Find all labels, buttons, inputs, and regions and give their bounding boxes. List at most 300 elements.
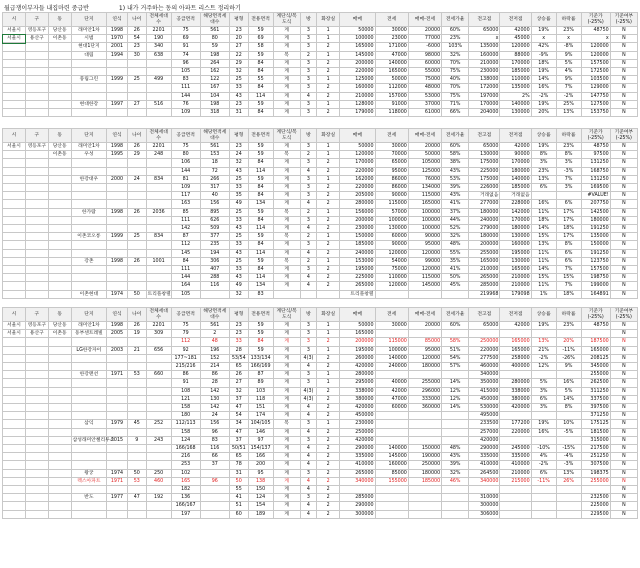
- table-cell[interactable]: 2015: [107, 436, 128, 444]
- table-cell[interactable]: -2%: [531, 92, 556, 100]
- table-cell[interactable]: 33: [229, 84, 248, 92]
- table-cell[interactable]: 1998: [107, 208, 128, 216]
- table-cell[interactable]: 계: [273, 76, 300, 84]
- table-cell[interactable]: [127, 59, 146, 67]
- table-cell[interactable]: -10%: [531, 445, 556, 453]
- table-cell[interactable]: 49: [229, 200, 248, 208]
- table-cell[interactable]: 2: [317, 461, 340, 469]
- table-cell[interactable]: 4: [300, 274, 317, 282]
- table-cell[interactable]: 당산동: [48, 322, 71, 330]
- table-cell[interactable]: 253: [171, 461, 200, 469]
- table-cell[interactable]: [48, 51, 71, 59]
- table-cell[interactable]: 1: [317, 379, 340, 387]
- table-cell[interactable]: N: [610, 387, 637, 395]
- table-cell[interactable]: 계: [273, 159, 300, 167]
- column-header[interactable]: 평형: [229, 13, 248, 27]
- table-cell[interactable]: 계: [273, 453, 300, 461]
- table-cell[interactable]: [48, 461, 71, 469]
- table-cell[interactable]: 4: [300, 502, 317, 510]
- table-cell[interactable]: [48, 371, 71, 379]
- table-cell[interactable]: [127, 486, 146, 494]
- table-cell[interactable]: 121: [171, 395, 200, 403]
- table-cell[interactable]: 18%: [556, 225, 581, 233]
- column-header[interactable]: 상승률: [531, 308, 556, 322]
- table-cell[interactable]: 54: [229, 412, 248, 420]
- table-cell[interactable]: 109: [171, 109, 200, 117]
- table-cell[interactable]: 180000: [408, 469, 441, 477]
- table-cell[interactable]: [3, 453, 26, 461]
- table-cell[interactable]: 300000: [469, 502, 500, 510]
- table-cell[interactable]: 3: [300, 175, 317, 183]
- table-cell[interactable]: 2: [317, 59, 340, 67]
- table-cell[interactable]: [3, 412, 26, 420]
- table-cell[interactable]: 2201: [146, 27, 171, 35]
- table-cell[interactable]: 84: [248, 192, 273, 200]
- table-cell[interactable]: 127500: [581, 100, 610, 108]
- table-cell[interactable]: 250000: [408, 461, 441, 469]
- table-cell[interactable]: 296000: [408, 387, 441, 395]
- table-cell[interactable]: [3, 290, 26, 298]
- table-cell[interactable]: [146, 453, 171, 461]
- table-cell[interactable]: [408, 502, 441, 510]
- table-cell[interactable]: 77000: [408, 35, 441, 43]
- table-cell[interactable]: 54000: [375, 257, 408, 265]
- table-cell[interactable]: 197000: [469, 92, 500, 100]
- column-header[interactable]: 구: [25, 308, 48, 322]
- table-cell[interactable]: 117: [171, 192, 200, 200]
- table-cell[interactable]: [127, 266, 146, 274]
- table-cell[interactable]: 100000: [375, 346, 408, 354]
- table-cell[interactable]: [25, 461, 48, 469]
- table-cell[interactable]: 14%: [556, 395, 581, 403]
- table-cell[interactable]: [127, 84, 146, 92]
- table-cell[interactable]: [25, 338, 48, 346]
- table-cell[interactable]: 208125: [581, 354, 610, 362]
- table-cell[interactable]: 120000: [581, 43, 610, 51]
- table-cell[interactable]: 래미안1차: [71, 27, 106, 35]
- table-cell[interactable]: 50: [229, 477, 248, 485]
- table-cell[interactable]: 1971: [107, 371, 128, 379]
- table-cell[interactable]: 1998: [107, 257, 128, 265]
- table-cell[interactable]: N: [610, 469, 637, 477]
- table-cell[interactable]: [48, 420, 71, 428]
- table-cell[interactable]: 135000: [500, 84, 531, 92]
- table-cell[interactable]: 191250: [581, 249, 610, 257]
- table-cell[interactable]: 41%: [442, 200, 469, 208]
- table-cell[interactable]: [531, 510, 556, 518]
- table-cell[interactable]: 60000: [408, 59, 441, 67]
- table-cell[interactable]: 계: [273, 175, 300, 183]
- column-header[interactable]: 연식: [107, 308, 128, 322]
- table-cell[interactable]: 340000: [469, 371, 500, 379]
- table-cell[interactable]: 3: [300, 494, 317, 502]
- table-cell[interactable]: 561: [200, 143, 229, 151]
- table-cell[interactable]: [375, 420, 408, 428]
- table-cell[interactable]: 111: [171, 84, 200, 92]
- table-cell[interactable]: 516: [146, 100, 171, 108]
- table-cell[interactable]: 47: [127, 494, 146, 502]
- table-cell[interactable]: 38%: [442, 159, 469, 167]
- table-cell[interactable]: N: [610, 330, 637, 338]
- table-cell[interactable]: N: [610, 477, 637, 485]
- table-cell[interactable]: 32: [229, 159, 248, 167]
- table-cell[interactable]: 4: [300, 167, 317, 175]
- table-cell[interactable]: 계: [273, 143, 300, 151]
- table-cell[interactable]: 당산동: [48, 143, 71, 151]
- table-cell[interactable]: 90000: [375, 241, 408, 249]
- table-cell[interactable]: [146, 200, 171, 208]
- table-cell[interactable]: 47: [229, 428, 248, 436]
- table-cell[interactable]: 83: [248, 290, 273, 298]
- table-cell[interactable]: 120000: [408, 354, 441, 362]
- table-cell[interactable]: [48, 404, 71, 412]
- table-cell[interactable]: 3: [300, 84, 317, 92]
- table-cell[interactable]: [71, 266, 106, 274]
- table-cell[interactable]: -5%: [556, 428, 581, 436]
- table-cell[interactable]: 130000: [500, 257, 531, 265]
- table-cell[interactable]: 2: [317, 216, 340, 224]
- table-cell[interactable]: 45%: [442, 282, 469, 290]
- table-cell[interactable]: 50000: [340, 143, 375, 151]
- table-cell[interactable]: [71, 167, 106, 175]
- table-cell[interactable]: [48, 184, 71, 192]
- table-cell[interactable]: 계: [273, 184, 300, 192]
- table-cell[interactable]: 152: [200, 354, 229, 362]
- table-cell[interactable]: [556, 412, 581, 420]
- table-cell[interactable]: 185000: [500, 68, 531, 76]
- table-cell[interactable]: 14%: [531, 225, 556, 233]
- table-cell[interactable]: 계: [273, 363, 300, 371]
- table-cell[interactable]: [48, 233, 71, 241]
- table-cell[interactable]: 8%: [556, 404, 581, 412]
- table-cell[interactable]: [107, 510, 128, 518]
- table-cell[interactable]: [3, 208, 26, 216]
- table-cell[interactable]: 서울시: [3, 35, 26, 43]
- table-cell[interactable]: [500, 436, 531, 444]
- table-cell[interactable]: 43: [229, 274, 248, 282]
- table-cell[interactable]: [442, 494, 469, 502]
- table-cell[interactable]: 래미안1차: [71, 322, 106, 330]
- table-cell[interactable]: 225000: [469, 167, 500, 175]
- table-cell[interactable]: [408, 412, 441, 420]
- table-cell[interactable]: 90000: [408, 233, 441, 241]
- table-cell[interactable]: 계: [273, 461, 300, 469]
- table-cell[interactable]: 33: [229, 216, 248, 224]
- table-cell[interactable]: #VALUE!: [581, 192, 610, 200]
- table-cell[interactable]: [375, 494, 408, 502]
- table-cell[interactable]: 55: [229, 486, 248, 494]
- table-cell[interactable]: [127, 338, 146, 346]
- column-header[interactable]: 전체세대수: [146, 308, 171, 322]
- table-cell[interactable]: 계: [273, 330, 300, 338]
- table-cell[interactable]: 255000: [581, 477, 610, 485]
- table-cell[interactable]: N: [610, 445, 637, 453]
- table-cell[interactable]: 185000: [340, 241, 375, 249]
- table-cell[interactable]: 2005: [107, 330, 128, 338]
- table-cell[interactable]: N: [610, 167, 637, 175]
- table-cell[interactable]: 25: [229, 233, 248, 241]
- table-cell[interactable]: [71, 338, 106, 346]
- table-cell[interactable]: 142: [200, 404, 229, 412]
- table-cell[interactable]: 13%: [556, 109, 581, 117]
- table-cell[interactable]: [500, 494, 531, 502]
- table-cell[interactable]: [375, 290, 408, 298]
- table-cell[interactable]: 146: [248, 428, 273, 436]
- table-cell[interactable]: 14%: [531, 266, 556, 274]
- table-cell[interactable]: 20000: [408, 27, 441, 35]
- table-cell[interactable]: [3, 282, 26, 290]
- table-cell[interactable]: [25, 192, 48, 200]
- column-header[interactable]: 단지: [71, 13, 106, 27]
- table-cell[interactable]: [48, 43, 71, 51]
- table-cell[interactable]: 243: [146, 436, 171, 444]
- table-cell[interactable]: 한강맨션: [71, 371, 106, 379]
- table-cell[interactable]: N: [610, 290, 637, 298]
- table-cell[interactable]: [408, 428, 441, 436]
- table-cell[interactable]: N: [610, 51, 637, 59]
- table-cell[interactable]: [500, 486, 531, 494]
- table-cell[interactable]: 서울시: [3, 27, 26, 35]
- table-cell[interactable]: 174: [248, 412, 273, 420]
- table-cell[interactable]: [107, 59, 128, 67]
- table-cell[interactable]: 210000: [500, 469, 531, 477]
- table-cell[interactable]: 315000: [581, 436, 610, 444]
- table-cell[interactable]: 6%: [556, 200, 581, 208]
- table-cell[interactable]: 561: [200, 322, 229, 330]
- table-cell[interactable]: [3, 241, 26, 249]
- table-cell[interactable]: 255000: [469, 249, 500, 257]
- table-cell[interactable]: 55000: [408, 68, 441, 76]
- table-cell[interactable]: 59: [248, 100, 273, 108]
- table-cell[interactable]: 58%: [442, 151, 469, 159]
- table-cell[interactable]: 460000: [469, 363, 500, 371]
- table-cell[interactable]: 2: [317, 192, 340, 200]
- table-cell[interactable]: 43: [229, 92, 248, 100]
- table-cell[interactable]: [146, 192, 171, 200]
- column-header[interactable]: 계단식/복도식: [273, 13, 300, 27]
- table-cell[interactable]: [442, 371, 469, 379]
- table-cell[interactable]: [107, 266, 128, 274]
- table-cell[interactable]: 2: [300, 51, 317, 59]
- table-cell[interactable]: 165000: [581, 346, 610, 354]
- table-cell[interactable]: 91: [171, 379, 200, 387]
- table-cell[interactable]: 18%: [531, 216, 556, 224]
- table-cell[interactable]: [71, 428, 106, 436]
- table-cell[interactable]: 6%: [531, 184, 556, 192]
- table-cell[interactable]: 638: [146, 51, 171, 59]
- table-cell[interactable]: 2: [317, 159, 340, 167]
- table-cell[interactable]: [531, 436, 556, 444]
- table-cell[interactable]: [25, 51, 48, 59]
- table-cell[interactable]: 53000: [408, 92, 441, 100]
- table-cell[interactable]: 91: [171, 43, 200, 51]
- table-cell[interactable]: 220000: [469, 346, 500, 354]
- column-header[interactable]: 기준여부(-25%): [610, 129, 637, 143]
- table-cell[interactable]: 98000: [408, 51, 441, 59]
- table-cell[interactable]: 16%: [531, 84, 556, 92]
- table-cell[interactable]: 100000: [408, 208, 441, 216]
- table-cell[interactable]: 164891: [581, 290, 610, 298]
- table-cell[interactable]: 1: [317, 100, 340, 108]
- table-cell[interactable]: 2: [317, 274, 340, 282]
- table-cell[interactable]: 48: [200, 338, 229, 346]
- table-cell[interactable]: 22: [229, 51, 248, 59]
- table-cell[interactable]: [3, 76, 26, 84]
- column-header[interactable]: 전고점: [469, 308, 500, 322]
- table-cell[interactable]: [556, 192, 581, 200]
- table-cell[interactable]: -4%: [556, 453, 581, 461]
- table-cell[interactable]: 660: [146, 371, 171, 379]
- table-cell[interactable]: 계: [273, 109, 300, 117]
- table-cell[interactable]: [3, 486, 26, 494]
- table-cell[interactable]: 145000: [340, 51, 375, 59]
- table-cell[interactable]: 179000: [340, 109, 375, 117]
- table-cell[interactable]: 76: [171, 100, 200, 108]
- table-cell[interactable]: 8%: [556, 151, 581, 159]
- table-cell[interactable]: 181500: [581, 428, 610, 436]
- table-cell[interactable]: 트리플창렬: [340, 290, 375, 298]
- table-cell[interactable]: 110000: [500, 76, 531, 84]
- table-cell[interactable]: [375, 486, 408, 494]
- table-cell[interactable]: [3, 420, 26, 428]
- table-cell[interactable]: 4: [300, 92, 317, 100]
- table-cell[interactable]: 140000: [375, 59, 408, 67]
- table-cell[interactable]: 160000: [469, 51, 500, 59]
- column-header[interactable]: 방: [300, 129, 317, 143]
- table-cell[interactable]: [127, 354, 146, 362]
- table-cell[interactable]: 왕궁: [71, 469, 106, 477]
- table-cell[interactable]: 306000: [469, 510, 500, 518]
- table-cell[interactable]: 반도: [71, 494, 106, 502]
- table-cell[interactable]: 4: [300, 282, 317, 290]
- table-cell[interactable]: 50: [127, 469, 146, 477]
- table-cell[interactable]: 114: [248, 249, 273, 257]
- table-cell[interactable]: 40%: [442, 76, 469, 84]
- table-cell[interactable]: [127, 249, 146, 257]
- table-cell[interactable]: 25: [229, 208, 248, 216]
- table-cell[interactable]: 23: [229, 100, 248, 108]
- table-cell[interactable]: 120000: [375, 282, 408, 290]
- table-cell[interactable]: [48, 68, 71, 76]
- table-cell[interactable]: 157500: [581, 59, 610, 67]
- table-cell[interactable]: [48, 290, 71, 298]
- column-header[interactable]: 시: [3, 308, 26, 322]
- table-cell[interactable]: [146, 354, 171, 362]
- table-cell[interactable]: 3: [300, 43, 317, 51]
- table-cell[interactable]: [3, 363, 26, 371]
- table-cell[interactable]: 120000: [500, 43, 531, 51]
- table-cell[interactable]: [48, 192, 71, 200]
- table-cell[interactable]: 112: [171, 338, 200, 346]
- table-cell[interactable]: 59: [248, 208, 273, 216]
- table-cell[interactable]: 151: [248, 404, 273, 412]
- table-cell[interactable]: 165: [171, 477, 200, 485]
- table-cell[interactable]: [25, 404, 48, 412]
- table-cell[interactable]: 116: [200, 282, 229, 290]
- table-cell[interactable]: 191250: [581, 225, 610, 233]
- table-cell[interactable]: 23%: [442, 35, 469, 43]
- table-cell[interactable]: 340000: [469, 477, 500, 485]
- table-cell[interactable]: [375, 330, 408, 338]
- table-cell[interactable]: [3, 510, 26, 518]
- table-cell[interactable]: 21%: [531, 346, 556, 354]
- table-cell[interactable]: 3: [300, 216, 317, 224]
- table-cell[interactable]: 138: [248, 477, 273, 485]
- table-cell[interactable]: 1: [317, 51, 340, 59]
- table-cell[interactable]: 19%: [531, 420, 556, 428]
- table-cell[interactable]: 복: [273, 208, 300, 216]
- column-header[interactable]: 매매-전세: [408, 13, 441, 27]
- table-cell[interactable]: 이촌동: [48, 151, 71, 159]
- table-cell[interactable]: [127, 404, 146, 412]
- table-cell[interactable]: 306: [200, 257, 229, 265]
- table-cell[interactable]: 60%: [442, 322, 469, 330]
- table-cell[interactable]: 337500: [581, 395, 610, 403]
- table-cell[interactable]: 3: [300, 76, 317, 84]
- table-cell[interactable]: 풍림그린: [71, 76, 106, 84]
- column-header[interactable]: 매매: [340, 13, 375, 27]
- table-cell[interactable]: 70%: [442, 84, 469, 92]
- table-cell[interactable]: [48, 76, 71, 84]
- column-header[interactable]: 전세가율: [442, 13, 469, 27]
- table-cell[interactable]: 83: [171, 76, 200, 84]
- table-cell[interactable]: [48, 387, 71, 395]
- table-cell[interactable]: 115000: [375, 338, 408, 346]
- table-cell[interactable]: N: [610, 494, 637, 502]
- table-cell[interactable]: 129000: [581, 84, 610, 92]
- table-cell[interactable]: 160000: [340, 84, 375, 92]
- table-cell[interactable]: [3, 100, 26, 108]
- table-cell[interactable]: [3, 216, 26, 224]
- table-cell[interactable]: 32%: [442, 469, 469, 477]
- table-cell[interactable]: 179098: [500, 290, 531, 298]
- table-cell[interactable]: 165000: [500, 346, 531, 354]
- table-cell[interactable]: [48, 175, 71, 183]
- table-cell[interactable]: [48, 109, 71, 117]
- table-cell[interactable]: 120000: [581, 51, 610, 59]
- table-cell[interactable]: 172500: [581, 68, 610, 76]
- table-cell[interactable]: 165000: [340, 43, 375, 51]
- column-header[interactable]: 전세가율: [442, 308, 469, 322]
- table-cell[interactable]: [25, 274, 48, 282]
- table-cell[interactable]: 380000: [500, 395, 531, 403]
- table-cell[interactable]: -2%: [531, 461, 556, 469]
- table-cell[interactable]: 2000: [107, 175, 128, 183]
- table-cell[interactable]: [25, 420, 48, 428]
- table-cell[interactable]: 198375: [581, 469, 610, 477]
- table-cell[interactable]: 150000: [340, 233, 375, 241]
- table-cell[interactable]: 197: [171, 510, 200, 518]
- table-cell[interactable]: 48000: [408, 84, 441, 92]
- table-cell[interactable]: 130000: [375, 225, 408, 233]
- table-cell[interactable]: 1: [317, 233, 340, 241]
- table-cell[interactable]: 200000: [469, 241, 500, 249]
- table-cell[interactable]: 4: [300, 510, 317, 518]
- table-cell[interactable]: 17%: [556, 208, 581, 216]
- table-cell[interactable]: [71, 387, 106, 395]
- table-cell[interactable]: 계: [273, 59, 300, 67]
- table-cell[interactable]: 복: [273, 233, 300, 241]
- table-cell[interactable]: 75: [171, 27, 200, 35]
- table-cell[interactable]: 3: [300, 35, 317, 43]
- table-cell[interactable]: 165000: [340, 330, 375, 338]
- table-cell[interactable]: [3, 68, 26, 76]
- table-cell[interactable]: 19%: [531, 68, 556, 76]
- table-cell[interactable]: 180: [171, 412, 200, 420]
- table-cell[interactable]: [3, 59, 26, 67]
- table-cell[interactable]: 영등포구: [25, 143, 48, 151]
- table-cell[interactable]: 4: [300, 445, 317, 453]
